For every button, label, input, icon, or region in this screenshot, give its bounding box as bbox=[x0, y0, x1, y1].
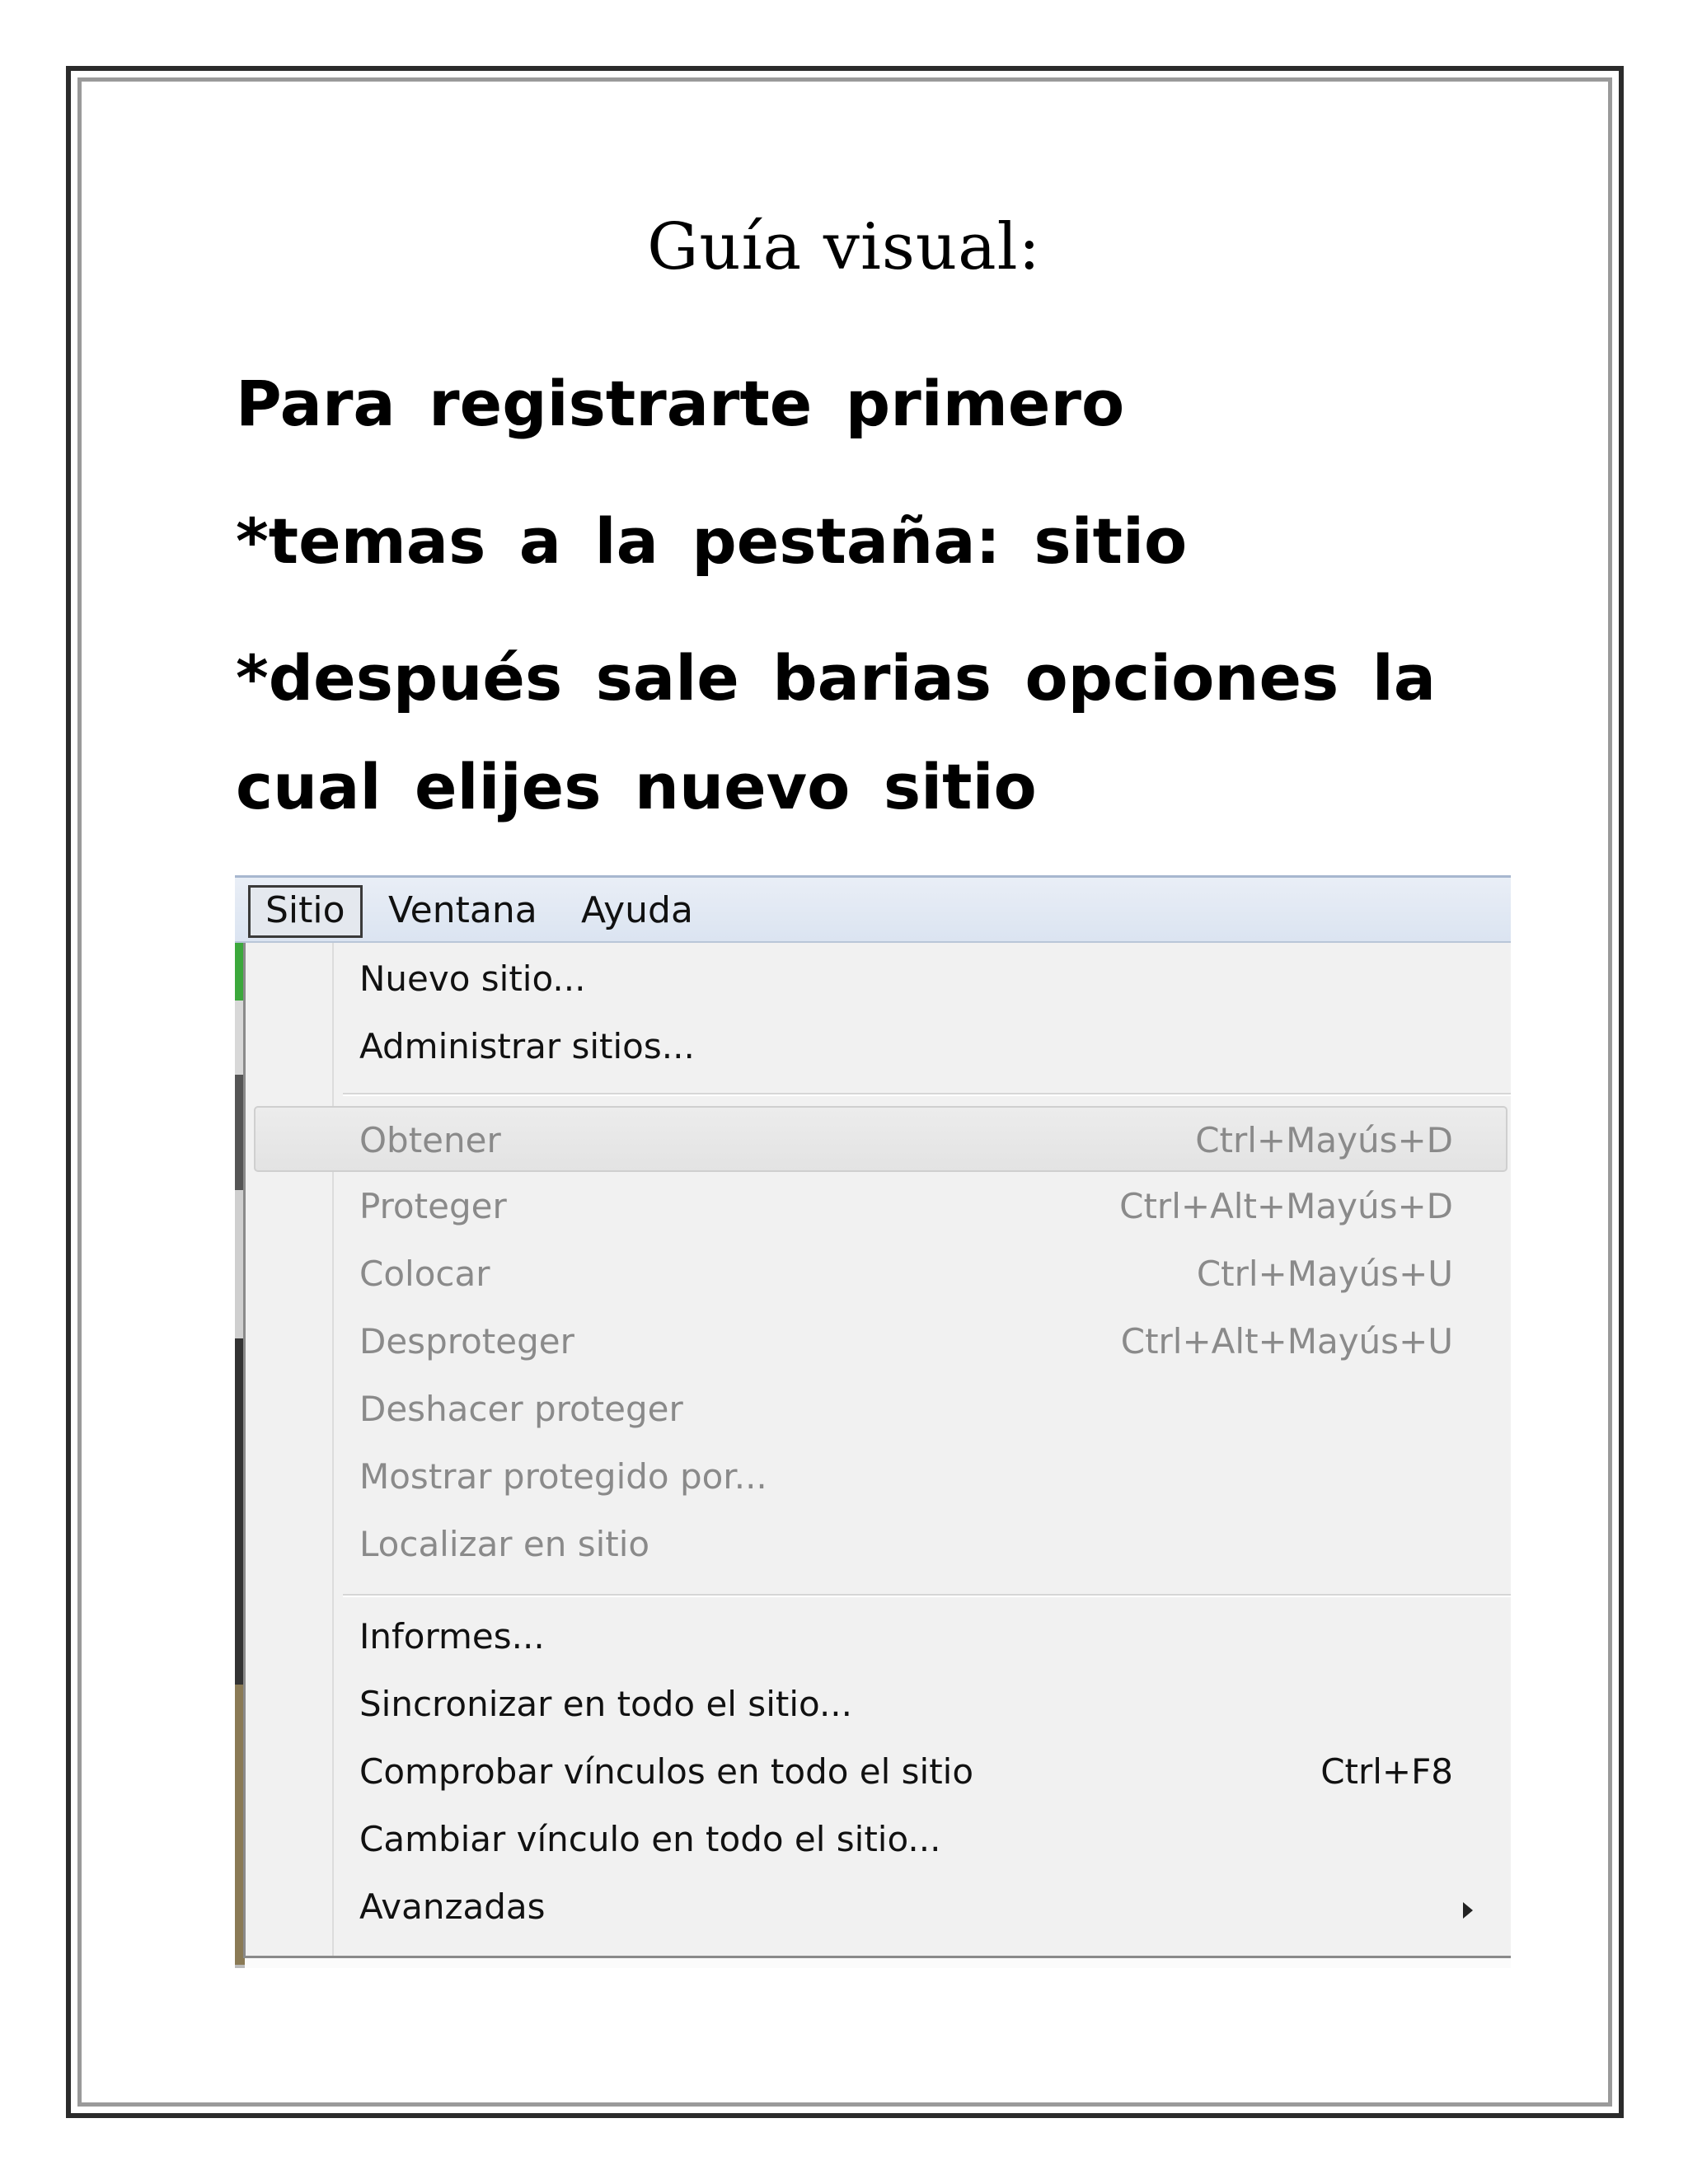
menu-item-avanzadas[interactable] bbox=[246, 1874, 1511, 1940]
menu-item-label: Obtener bbox=[359, 1120, 501, 1160]
menu-item-mostrar-protegido[interactable] bbox=[246, 1444, 1511, 1510]
menu-item-desproteger[interactable] bbox=[246, 1309, 1511, 1375]
instruction-line-4: cual elijes nuevo sitio bbox=[236, 750, 1037, 823]
menu-item-label: Sincronizar en todo el sitio... bbox=[359, 1684, 853, 1724]
submenu-arrow-icon bbox=[1463, 1902, 1473, 1919]
menu-item-proteger[interactable] bbox=[246, 1174, 1511, 1240]
instruction-line-3: *después sale barias opciones la bbox=[236, 641, 1437, 715]
menu-item-label: Desproteger bbox=[359, 1321, 574, 1361]
menu-item-label: Administrar sitios... bbox=[359, 1026, 695, 1066]
menu-item-sincronizar[interactable] bbox=[246, 1671, 1511, 1737]
menu-item-label: Colocar bbox=[359, 1254, 490, 1294]
menu-item-label: Avanzadas bbox=[359, 1886, 546, 1927]
menu-item-localizar-en-sitio[interactable] bbox=[246, 1511, 1511, 1577]
menu-item-shortcut: Ctrl+F8 bbox=[1320, 1751, 1453, 1792]
menu-item-label: Deshacer proteger bbox=[359, 1389, 683, 1429]
menu-item-informes[interactable] bbox=[246, 1604, 1511, 1670]
menu-item-deshacer-proteger[interactable] bbox=[246, 1376, 1511, 1442]
menu-item-obtener[interactable] bbox=[254, 1106, 1507, 1172]
menu-item-comprobar-vinculos[interactable] bbox=[246, 1739, 1511, 1805]
menu-screenshot bbox=[235, 875, 1511, 1968]
menu-item-label: Cambiar vínculo en todo el sitio... bbox=[359, 1819, 941, 1859]
menu-ayuda[interactable]: Ayuda bbox=[581, 889, 693, 931]
menu-item-shortcut: Ctrl+Alt+Mayús+D bbox=[1119, 1186, 1453, 1226]
menu-item-label: Mostrar protegido por... bbox=[359, 1456, 767, 1497]
menu-item-shortcut: Ctrl+Mayús+U bbox=[1196, 1254, 1453, 1294]
menu-item-label: Nuevo sitio... bbox=[359, 958, 586, 999]
sitio-dropdown-menu bbox=[243, 943, 1511, 1958]
menu-bar bbox=[235, 875, 1511, 943]
menu-ventana[interactable]: Ventana bbox=[388, 889, 537, 931]
menu-item-cambiar-vinculo[interactable] bbox=[246, 1807, 1511, 1872]
menu-item-label: Proteger bbox=[359, 1186, 507, 1226]
menu-item-label: Comprobar vínculos en todo el sitio bbox=[359, 1751, 974, 1792]
instruction-line-2: *temas a la pestaña: sitio bbox=[236, 504, 1188, 578]
menu-item-label: Informes... bbox=[359, 1616, 545, 1657]
menu-separator bbox=[343, 1093, 1511, 1096]
menu-item-shortcut: Ctrl+Mayús+D bbox=[1195, 1120, 1453, 1160]
menu-sitio[interactable]: Sitio bbox=[248, 885, 363, 938]
menu-item-shortcut: Ctrl+Alt+Mayús+U bbox=[1120, 1321, 1453, 1361]
page-title: Guía visual: bbox=[647, 210, 1041, 284]
menu-separator bbox=[343, 1594, 1511, 1597]
menu-item-administrar-sitios[interactable] bbox=[246, 1014, 1511, 1080]
menu-item-colocar[interactable] bbox=[246, 1241, 1511, 1307]
menu-item-label: Localizar en sitio bbox=[359, 1524, 650, 1564]
instruction-line-1: Para registrarte primero bbox=[236, 367, 1125, 440]
menu-item-nuevo-sitio[interactable] bbox=[246, 946, 1511, 1012]
